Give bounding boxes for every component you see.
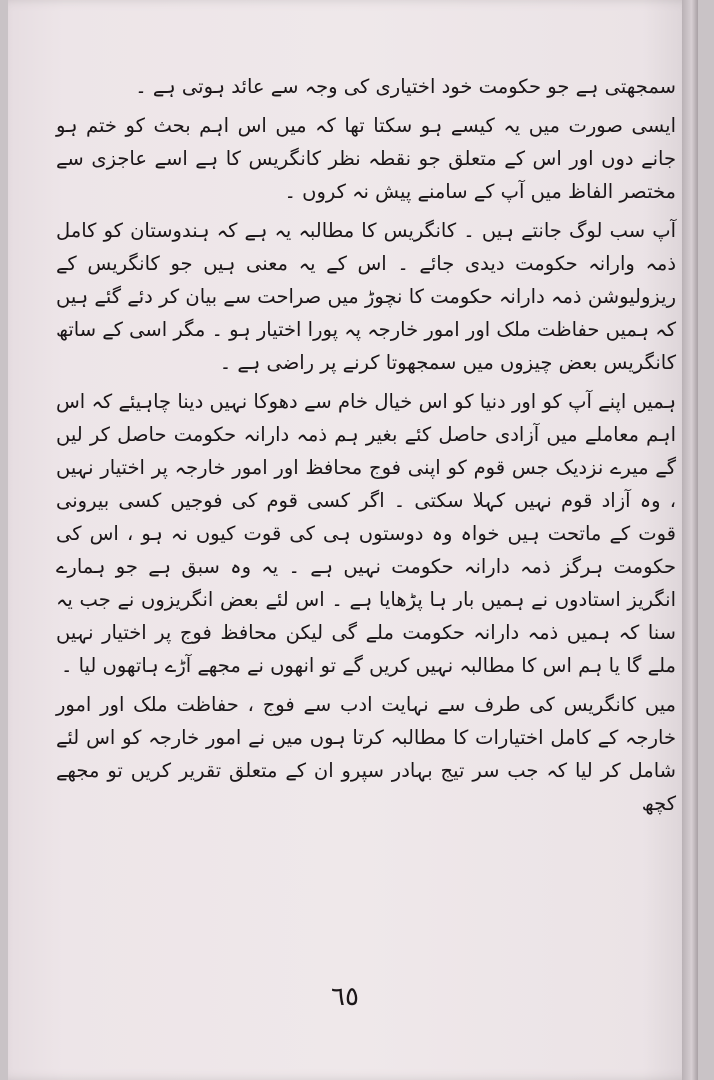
paragraph-1: سمجھتی ہے جو حکومت خود اختیاری کی وجہ سے عائد ہوتی ہے ۔: [135, 75, 676, 98]
page-number: ٦٥: [331, 982, 359, 1012]
paragraph-4: ہمیں اپنے آپ کو اور دنیا کو اس خیال خام سے دھوکا نہیں دینا چاہیئے کہ اس اہم معاملے میں آزادی حاصل کئے بغیر ہم ذمہ دارانہ حکومت حاصل کر لیں گے میرے نزدیک جس قوم کو اپنی فوج محافظ اور امور خارجہ پر اختیار نہیں ، وہ آزاد قوم نہیں کہلا سکتی ۔ اگر کسی قوم کی فوجیں کسی بیرونی قوت کے ماتحت ہیں خواہ وہ دوستوں ہی کی قوت کیوں نہ ہو ، اس کی حکومت ہرگز ذمہ دارانہ حکومت نہیں ہے ۔ یہ وہ سبق ہے جو ہمارے انگریز استادوں نے ہمیں بار ہا پڑھایا ہے ۔ اس لئے بعض انگریزوں نے جب یہ سنا کہ ہمیں ذمہ دارانہ حکومت ملے گی لیکن محافظ فوج پر اختیار نہیں ملے گا یا ہم اس کا مطالبہ نہیں کریں گے تو انھوں نے مجھے آڑے ہاتھوں لیا ۔: [56, 390, 676, 677]
book-spine: [682, 0, 698, 1080]
body-text: [56, 70, 676, 820]
paragraph-5: میں کانگریس کی طرف سے نہایت ادب سے فوج ، حفاظت ملک اور امور خارجہ کے کامل اختیارات کا مطالبہ کرتا ہوں میں نے امور خارجہ کو اس لئے شامل کر لیا کہ جب سر تیج بہادر سپرو ان کے متعلق تقریر کریں تو مجھے کچھ: [56, 693, 676, 815]
paragraph-2: ایسی صورت میں یہ کیسے ہو سکتا تھا کہ میں اس اہم بحث کو ختم ہو جانے دوں اور اس کے متعلق جو نقطہ نظر کانگریس کا ہے اسے عاجزی سے مختصر الفاظ میں آپ کے سامنے پیش نہ کروں ۔: [56, 114, 676, 203]
paragraph-3: آپ سب لوگ جانتے ہیں ۔ کانگریس کا مطالبہ یہ ہے کہ ہندوستان کو کامل ذمہ وارانہ حکومت دیدی جائے ۔ اس کے یہ معنی ہیں جو کانگریس کے ریزولیوشن ذمہ دارانہ حکومت کا نچوڑ میں صراحت سے بیان کر دئے گئے ہیں کہ ہمیں حفاظت ملک اور امور خارجہ پہ پورا اختیار ہو ۔ مگر اسی کے ساتھ کانگریس بعض چیزوں میں سمجھوتا کرنے پر راضی ہے ۔: [56, 219, 676, 374]
book-page: [8, 0, 698, 1080]
